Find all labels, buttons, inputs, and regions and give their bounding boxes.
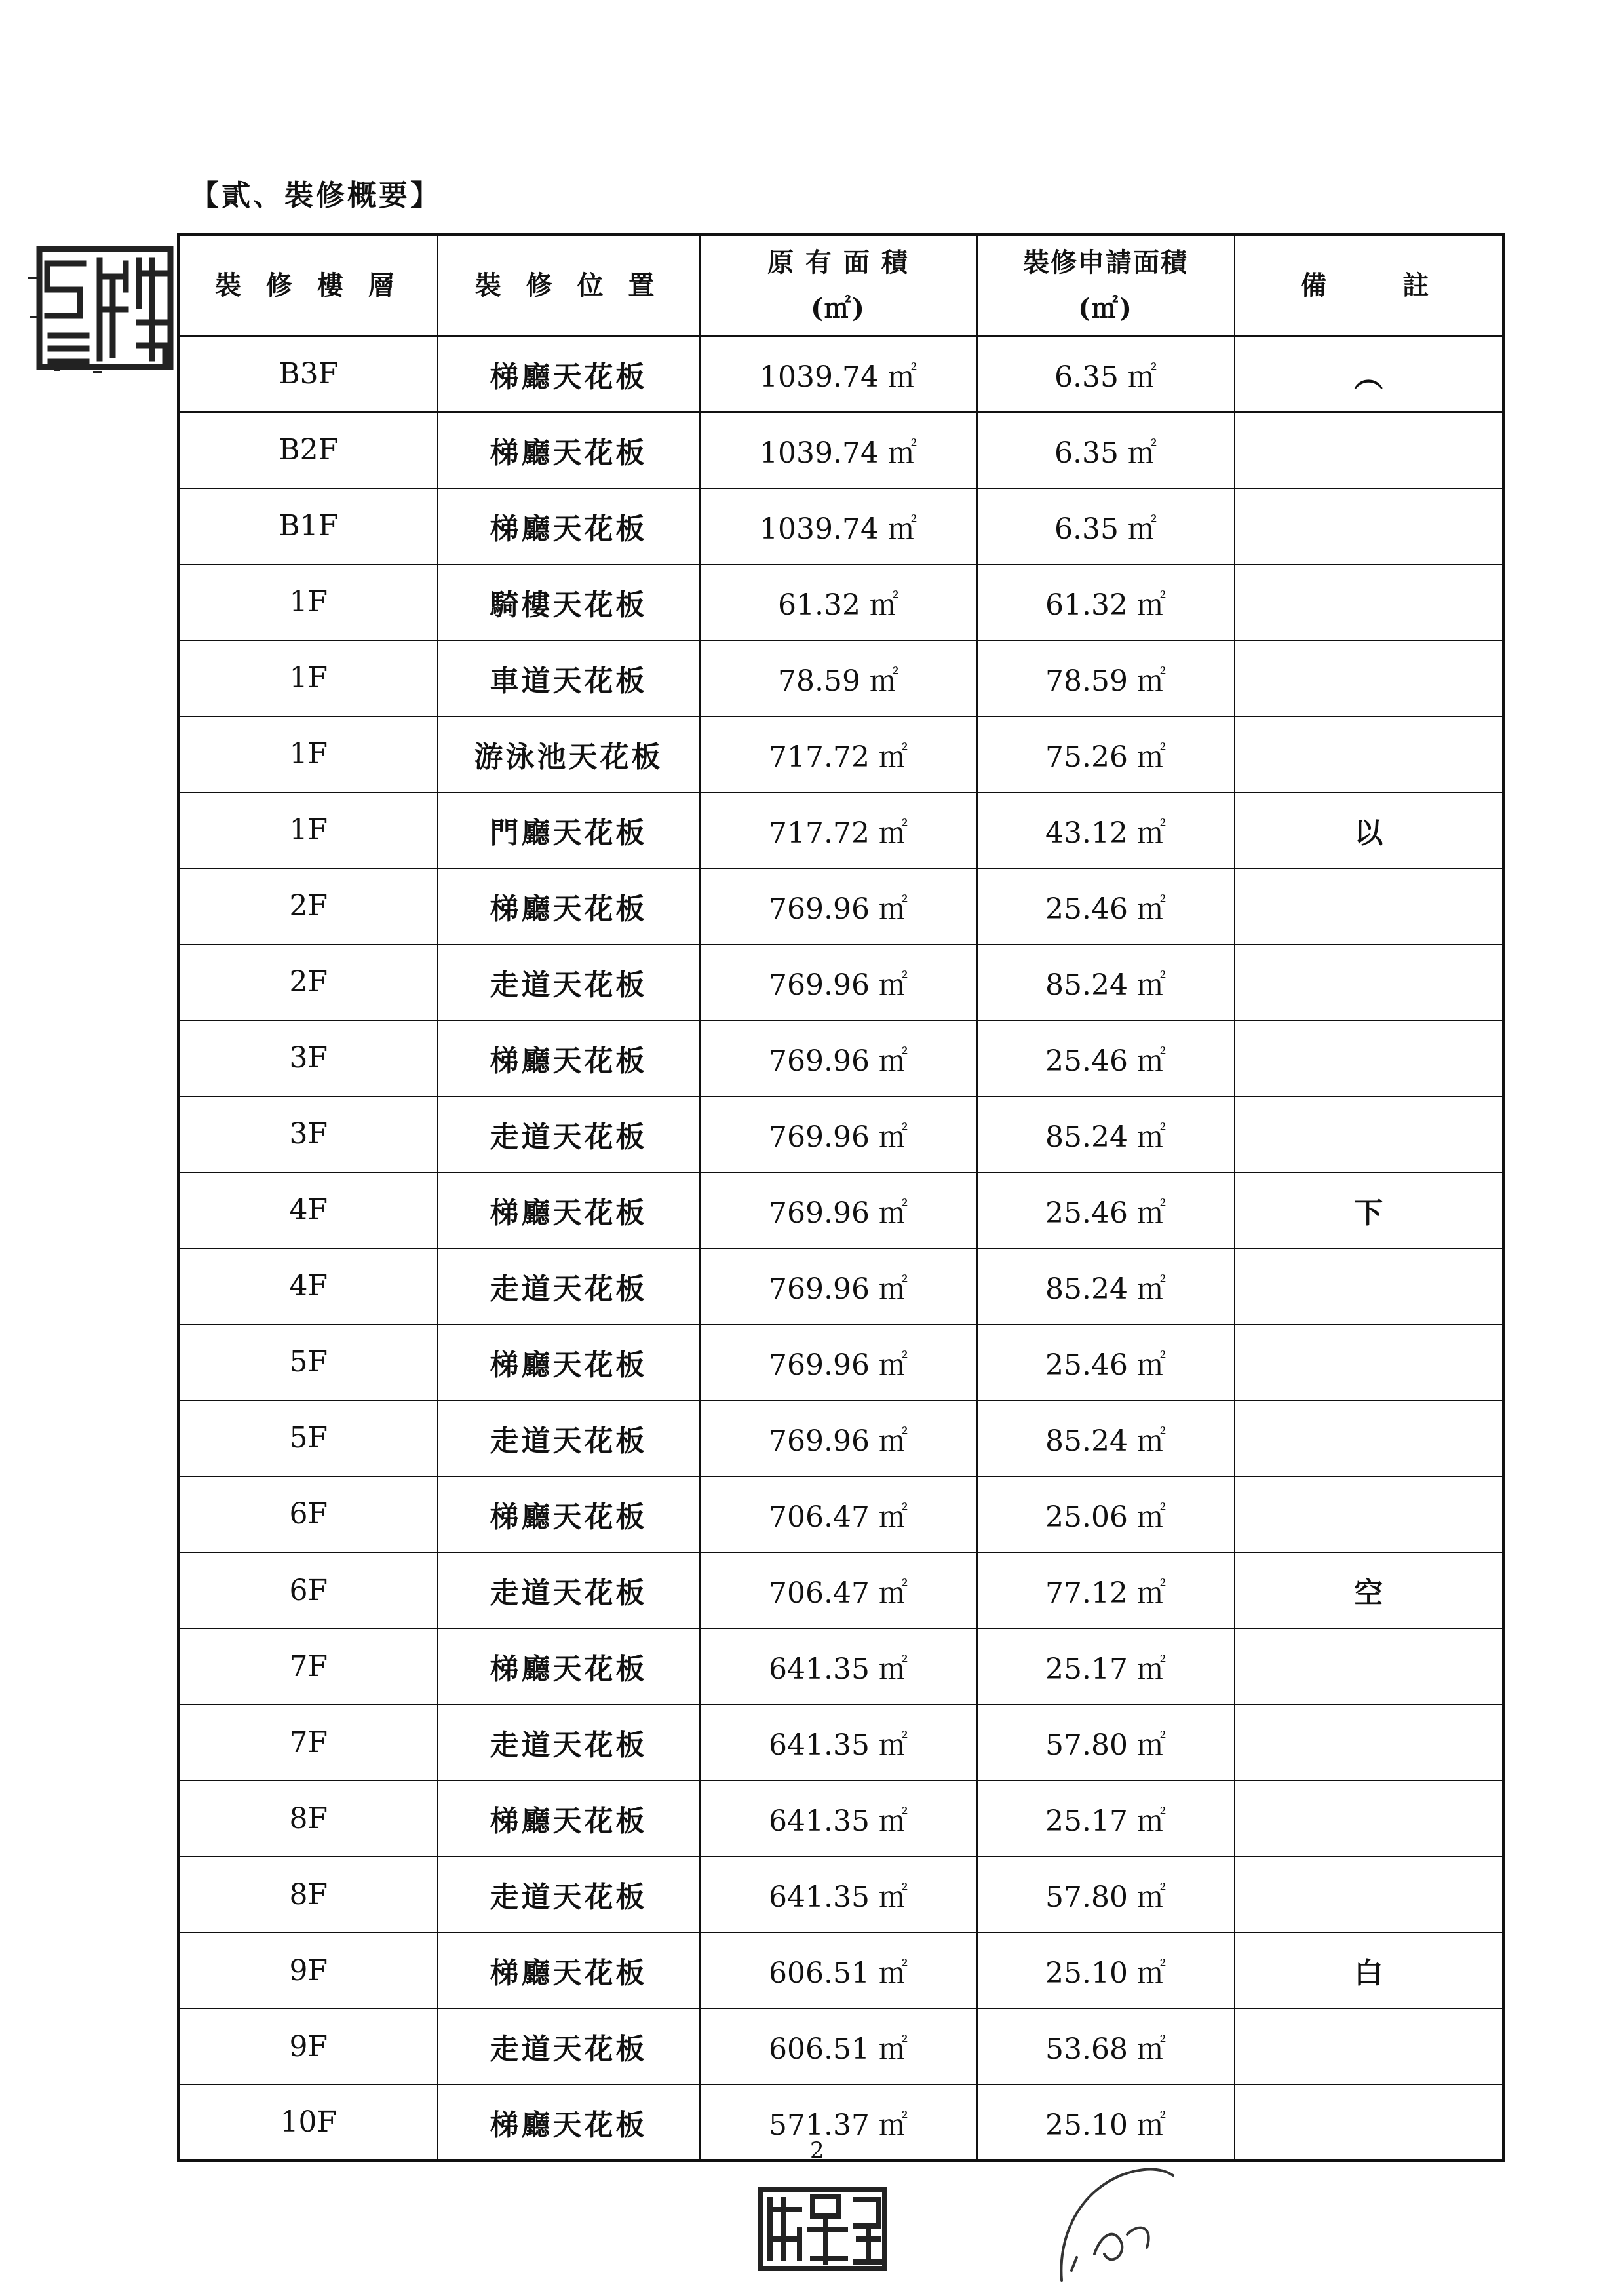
cell-position: 梯廳天花板 <box>438 1628 700 1704</box>
header-applied-area-label: 裝修申請面積 <box>1023 246 1188 278</box>
table-row <box>179 2084 1504 2160</box>
cell-position: 梯廳天花板 <box>438 2084 700 2160</box>
header-position: 裝 修 位 置 <box>438 235 700 336</box>
cell-remark <box>1235 2084 1504 2160</box>
cell-remark <box>1235 944 1504 1020</box>
cell-floor: 2F <box>179 868 438 944</box>
cell-remark <box>1235 1324 1504 1400</box>
section-title: 【貳、裝修概要】 <box>190 179 442 212</box>
seal-stamp-left <box>28 237 183 378</box>
cell-remark <box>1235 1780 1504 1856</box>
cell-position: 騎樓天花板 <box>438 564 700 640</box>
table-row <box>179 1324 1504 1400</box>
cell-applied-area: 78.59 ㎡ <box>977 640 1235 716</box>
table-row <box>179 1248 1504 1324</box>
cell-original-area: 1039.74 ㎡ <box>700 412 977 488</box>
cell-remark <box>1235 1020 1504 1096</box>
cell-applied-area: 25.10 ㎡ <box>977 2084 1235 2160</box>
table-row <box>179 488 1504 564</box>
cell-original-area: 769.96 ㎡ <box>700 1400 977 1476</box>
cell-applied-area: 25.46 ㎡ <box>977 1020 1235 1096</box>
table-row <box>179 640 1504 716</box>
cell-floor: 1F <box>179 792 438 868</box>
table-row <box>179 412 1504 488</box>
cell-remark: 以 <box>1235 792 1504 868</box>
handwritten-signature <box>1049 2156 1180 2287</box>
cell-position: 梯廳天花板 <box>438 1780 700 1856</box>
table-row <box>179 944 1504 1020</box>
cell-position: 梯廳天花板 <box>438 1324 700 1400</box>
cell-floor: 3F <box>179 1096 438 1172</box>
cell-position: 游泳池天花板 <box>438 716 700 792</box>
cell-applied-area: 57.80 ㎡ <box>977 1856 1235 1932</box>
cell-original-area: 769.96 ㎡ <box>700 868 977 944</box>
cell-applied-area: 25.46 ㎡ <box>977 1324 1235 1400</box>
header-original-area-label: 原 有 面 積 <box>767 246 909 278</box>
cell-floor: 4F <box>179 1172 438 1248</box>
table-row <box>179 1628 1504 1704</box>
cell-original-area: 606.51 ㎡ <box>700 2008 977 2084</box>
table-header-row <box>179 235 1504 336</box>
cell-applied-area: 57.80 ㎡ <box>977 1704 1235 1780</box>
cell-original-area: 769.96 ㎡ <box>700 1172 977 1248</box>
cell-remark <box>1235 564 1504 640</box>
cell-floor: 1F <box>179 564 438 640</box>
table-row <box>179 1552 1504 1628</box>
cell-original-area: 769.96 ㎡ <box>700 944 977 1020</box>
renovation-summary-table <box>177 233 1505 2162</box>
table-row <box>179 564 1504 640</box>
cell-original-area: 1039.74 ㎡ <box>700 336 977 412</box>
cell-original-area: 641.35 ㎡ <box>700 1704 977 1780</box>
header-applied-area <box>977 235 1235 336</box>
table-row <box>179 1476 1504 1552</box>
cell-original-area: 641.35 ㎡ <box>700 1628 977 1704</box>
cell-position: 梯廳天花板 <box>438 336 700 412</box>
cell-floor: 6F <box>179 1552 438 1628</box>
table-row <box>179 1172 1504 1248</box>
cell-position: 走道天花板 <box>438 2008 700 2084</box>
cell-position: 梯廳天花板 <box>438 868 700 944</box>
cell-remark <box>1235 716 1504 792</box>
cell-applied-area: 85.24 ㎡ <box>977 1400 1235 1476</box>
cell-position: 梯廳天花板 <box>438 1476 700 1552</box>
cell-floor: 8F <box>179 1780 438 1856</box>
header-applied-area-unit: (㎡) <box>1078 292 1133 324</box>
cell-original-area: 769.96 ㎡ <box>700 1020 977 1096</box>
table-row <box>179 868 1504 944</box>
cell-position: 車道天花板 <box>438 640 700 716</box>
cell-applied-area: 53.68 ㎡ <box>977 2008 1235 2084</box>
table-row <box>179 1856 1504 1932</box>
cell-remark <box>1235 488 1504 564</box>
cell-original-area: 78.59 ㎡ <box>700 640 977 716</box>
cell-applied-area: 25.17 ㎡ <box>977 1628 1235 1704</box>
cell-original-area: 1039.74 ㎡ <box>700 488 977 564</box>
cell-applied-area: 85.24 ㎡ <box>977 1096 1235 1172</box>
cell-remark <box>1235 1628 1504 1704</box>
table-row <box>179 1020 1504 1096</box>
cell-original-area: 641.35 ㎡ <box>700 1780 977 1856</box>
cell-floor: 7F <box>179 1704 438 1780</box>
cell-applied-area: 25.46 ㎡ <box>977 868 1235 944</box>
table-body <box>179 336 1504 2161</box>
cell-original-area: 706.47 ㎡ <box>700 1552 977 1628</box>
cell-floor: B2F <box>179 412 438 488</box>
cell-applied-area: 85.24 ㎡ <box>977 944 1235 1020</box>
cell-remark: ︵ <box>1235 336 1504 412</box>
cell-floor: 6F <box>179 1476 438 1552</box>
cell-applied-area: 6.35 ㎡ <box>977 488 1235 564</box>
cell-floor: 8F <box>179 1856 438 1932</box>
table-row <box>179 2008 1504 2084</box>
cell-floor: B3F <box>179 336 438 412</box>
header-floor: 裝 修 樓 層 <box>179 235 438 336</box>
cell-remark <box>1235 412 1504 488</box>
table-row <box>179 792 1504 868</box>
cell-position: 走道天花板 <box>438 1400 700 1476</box>
cell-applied-area: 43.12 ㎡ <box>977 792 1235 868</box>
header-remarks: 備 註 <box>1235 235 1504 336</box>
cell-applied-area: 25.06 ㎡ <box>977 1476 1235 1552</box>
cell-applied-area: 6.35 ㎡ <box>977 412 1235 488</box>
cell-position: 梯廳天花板 <box>438 488 700 564</box>
cell-original-area: 571.37 ㎡ <box>700 2084 977 2160</box>
cell-original-area: 769.96 ㎡ <box>700 1096 977 1172</box>
cell-floor: 7F <box>179 1628 438 1704</box>
cell-position: 走道天花板 <box>438 1248 700 1324</box>
cell-applied-area: 6.35 ㎡ <box>977 336 1235 412</box>
cell-applied-area: 85.24 ㎡ <box>977 1248 1235 1324</box>
cell-position: 走道天花板 <box>438 1856 700 1932</box>
cell-remark <box>1235 1096 1504 1172</box>
cell-applied-area: 75.26 ㎡ <box>977 716 1235 792</box>
cell-original-area: 717.72 ㎡ <box>700 716 977 792</box>
cell-remark <box>1235 640 1504 716</box>
cell-remark <box>1235 1400 1504 1476</box>
table-row <box>179 1780 1504 1856</box>
cell-position: 梯廳天花板 <box>438 412 700 488</box>
cell-floor: 9F <box>179 1932 438 2008</box>
cell-remark: 空 <box>1235 1552 1504 1628</box>
cell-position: 梯廳天花板 <box>438 1020 700 1096</box>
cell-original-area: 769.96 ㎡ <box>700 1324 977 1400</box>
cell-original-area: 61.32 ㎡ <box>700 564 977 640</box>
cell-position: 門廳天花板 <box>438 792 700 868</box>
table-row <box>179 1400 1504 1476</box>
cell-position: 走道天花板 <box>438 944 700 1020</box>
cell-floor: 1F <box>179 640 438 716</box>
table-row <box>179 1704 1504 1780</box>
cell-remark: 白 <box>1235 1932 1504 2008</box>
cell-applied-area: 25.10 ㎡ <box>977 1932 1235 2008</box>
cell-original-area: 641.35 ㎡ <box>700 1856 977 1932</box>
cell-position: 梯廳天花板 <box>438 1932 700 2008</box>
cell-floor: 10F <box>179 2084 438 2160</box>
cell-floor: 2F <box>179 944 438 1020</box>
cell-position: 走道天花板 <box>438 1552 700 1628</box>
cell-remark <box>1235 1856 1504 1932</box>
cell-floor: 1F <box>179 716 438 792</box>
cell-remark <box>1235 1476 1504 1552</box>
cell-original-area: 706.47 ㎡ <box>700 1476 977 1552</box>
cell-floor: 4F <box>179 1248 438 1324</box>
seal-stamp-bottom <box>754 2177 891 2275</box>
cell-remark: 下 <box>1235 1172 1504 1248</box>
cell-position: 走道天花板 <box>438 1096 700 1172</box>
cell-position: 梯廳天花板 <box>438 1172 700 1248</box>
table-row <box>179 1932 1504 2008</box>
cell-applied-area: 25.17 ㎡ <box>977 1780 1235 1856</box>
cell-applied-area: 61.32 ㎡ <box>977 564 1235 640</box>
cell-floor: 5F <box>179 1400 438 1476</box>
cell-floor: 5F <box>179 1324 438 1400</box>
header-original-area <box>700 235 977 336</box>
cell-remark <box>1235 1704 1504 1780</box>
cell-original-area: 606.51 ㎡ <box>700 1932 977 2008</box>
cell-original-area: 717.72 ㎡ <box>700 792 977 868</box>
page-number: 2 <box>810 2137 824 2164</box>
cell-remark <box>1235 868 1504 944</box>
cell-remark <box>1235 1248 1504 1324</box>
cell-applied-area: 77.12 ㎡ <box>977 1552 1235 1628</box>
table-row <box>179 336 1504 412</box>
cell-remark <box>1235 2008 1504 2084</box>
cell-original-area: 769.96 ㎡ <box>700 1248 977 1324</box>
cell-applied-area: 25.46 ㎡ <box>977 1172 1235 1248</box>
header-original-area-unit: (㎡) <box>811 292 866 324</box>
cell-floor: 9F <box>179 2008 438 2084</box>
table-row <box>179 716 1504 792</box>
table-row <box>179 1096 1504 1172</box>
cell-position: 走道天花板 <box>438 1704 700 1780</box>
cell-floor: 3F <box>179 1020 438 1096</box>
cell-floor: B1F <box>179 488 438 564</box>
